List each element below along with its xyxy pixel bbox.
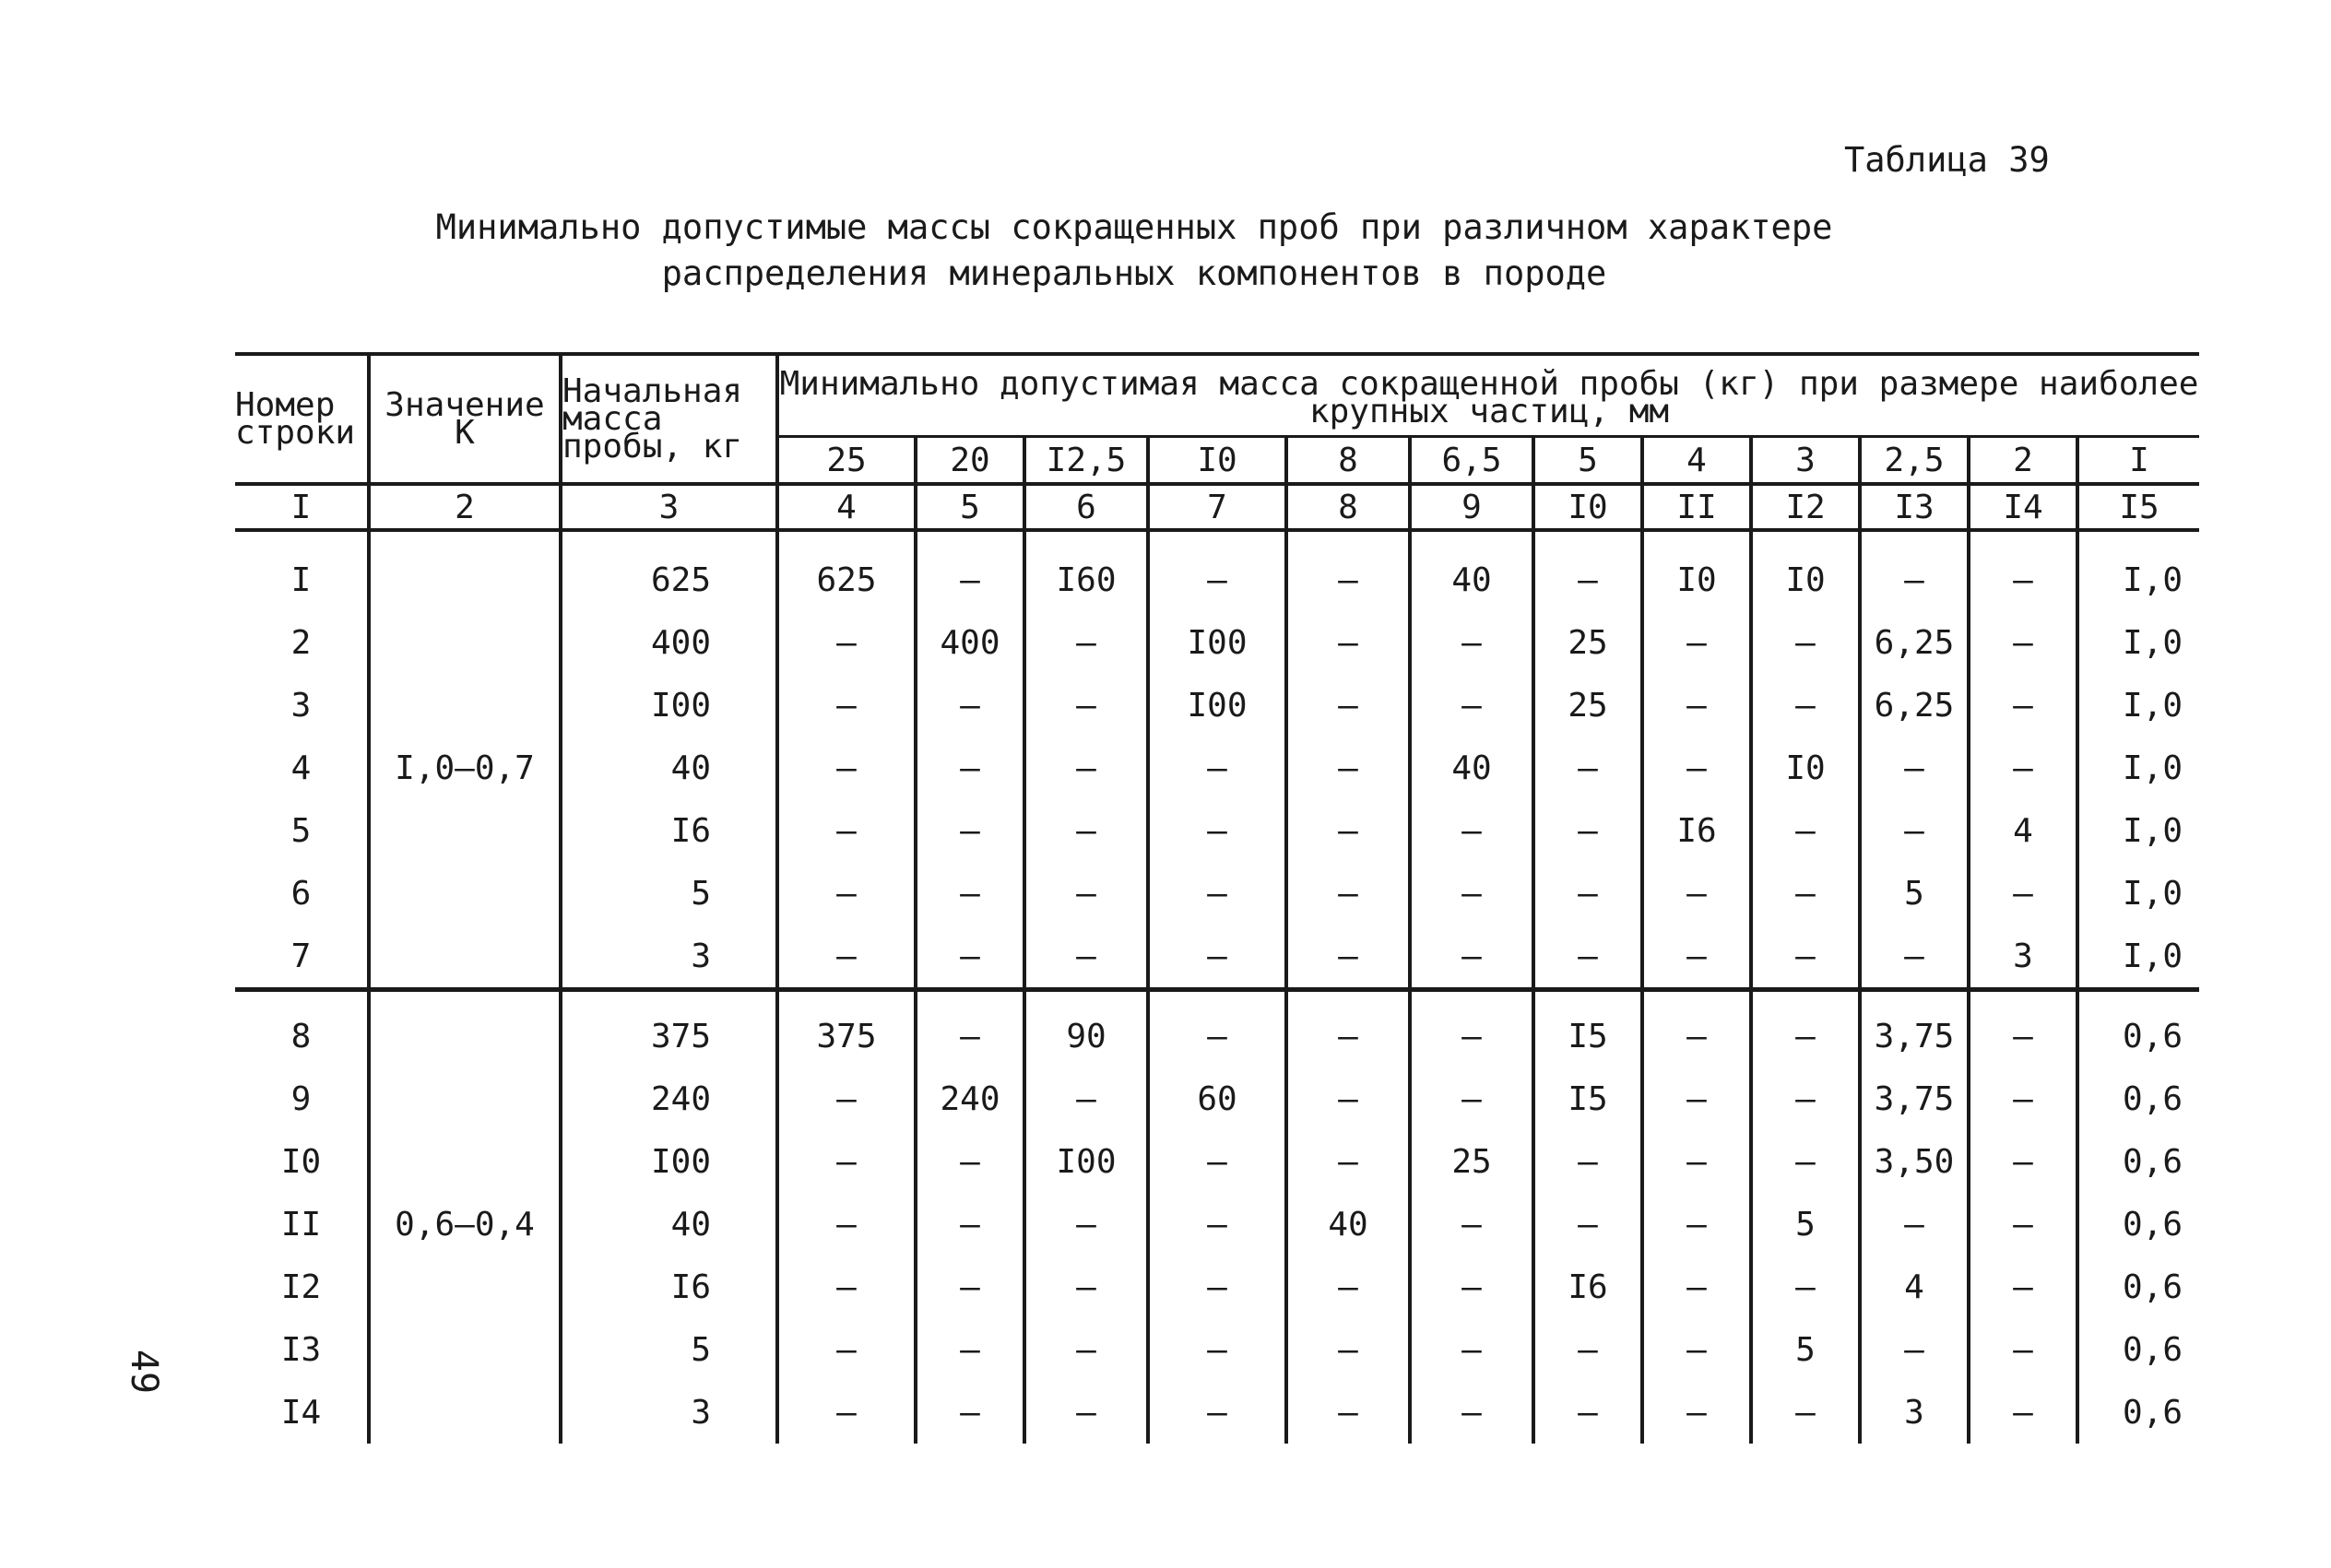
mass-value-cell: I5 [1533,990,1642,1068]
mass-value-cell: – [1860,925,1969,990]
header-size: 2 [1969,437,2077,485]
header-column-number: I4 [1969,484,2077,530]
mass-value-cell: – [1410,611,1533,674]
mass-value-cell: I6 [1533,1256,1642,1318]
mass-value-cell: 240 [916,1067,1024,1130]
header-size: 2,5 [1860,437,1969,485]
mass-value-cell: I5 [1533,1067,1642,1130]
mass-value-cell: – [1286,674,1410,737]
mass-value-cell: – [1024,925,1148,990]
mass-value-cell: 25 [1533,674,1642,737]
table-title [277,205,1992,297]
row-number: 9 [290,1079,312,1118]
header-column-number: 7 [1148,484,1286,530]
row-number: II [280,1205,322,1244]
mass-value-cell: – [1024,1067,1148,1130]
mass-value-cell: – [777,1381,916,1444]
mass-value-cell: – [1024,862,1148,925]
mass-value-cell: 6,25 [1860,674,1969,737]
mass-value-cell: – [1642,862,1751,925]
mass-value-cell: I0 [1751,737,1860,799]
mass-value-cell: – [1286,925,1410,990]
mass-value-cell: – [1751,1130,1860,1193]
mass-value-cell: – [1286,611,1410,674]
header-size: I2,5 [1024,437,1148,485]
mass-value-cell: – [1969,674,2077,737]
mass-value-cell: – [1642,1256,1751,1318]
mass-value-cell: 0,6 [2077,1381,2199,1444]
mass-value-cell: 40 [1286,1193,1410,1256]
mass-value-cell: – [1148,925,1286,990]
mass-value-cell: I,0 [2077,737,2199,799]
header-column-number: 3 [561,484,777,530]
mass-value-cell: 40 [1410,530,1533,611]
row-number: 7 [290,937,312,975]
mass-value-cell: 3,75 [1860,1067,1969,1130]
mass-value-cell: 0,6 [2077,1193,2199,1256]
mass-value-cell: – [1860,1193,1969,1256]
mass-value-cell: – [1410,1067,1533,1130]
mass-value-cell: – [1969,862,2077,925]
mass-value-cell: I0 [1642,530,1751,611]
header-size: 5 [1533,437,1642,485]
initial-mass-cell: 375 [561,990,777,1068]
initial-mass-cell: I6 [561,799,777,862]
mass-value-cell: – [916,674,1024,737]
mass-value-cell: – [1533,1193,1642,1256]
mass-value-cell: – [1148,799,1286,862]
mass-value-cell: – [1969,1067,2077,1130]
mass-value-cell: – [777,862,916,925]
mass-value-cell: I,0 [2077,862,2199,925]
mass-value-cell: – [1410,1381,1533,1444]
mass-value-cell: – [1410,674,1533,737]
mass-value-cell: – [1969,737,2077,799]
header-initial-mass: Начальная масса пробы, кг [561,354,777,484]
mass-value-cell: 0,6 [2077,990,2199,1068]
mass-value-cell: – [777,1067,916,1130]
table-row [235,530,2199,611]
mass-value-cell: – [1642,1130,1751,1193]
row-number: 6 [290,874,312,913]
initial-mass-cell: 40 [561,737,777,799]
mass-value-cell: – [1148,737,1286,799]
header-size: 4 [1642,437,1751,485]
mass-value-cell: – [1148,1381,1286,1444]
mass-value-cell: – [1024,674,1148,737]
mass-value-cell: – [1969,990,2077,1068]
initial-mass-cell: 5 [561,1318,777,1381]
row-number: 5 [290,811,312,850]
mass-value-cell: – [1286,737,1410,799]
mass-value-cell: – [1642,737,1751,799]
mass-value-cell: – [1410,1256,1533,1318]
title-line-1: Минимально допустимые массы сокращенных проб при различном характере [435,207,1833,247]
header-column-number: 5 [916,484,1024,530]
mass-value-cell: – [1969,1130,2077,1193]
mass-value-cell: – [1642,1193,1751,1256]
mass-value-cell: 0,6 [2077,1256,2199,1318]
mass-value-cell: I,0 [2077,799,2199,862]
k-value-cell: 0,6–0,4 [369,990,561,1444]
mass-value-cell: – [1860,530,1969,611]
mass-value-cell: – [777,1256,916,1318]
mass-value-cell: – [916,1193,1024,1256]
mass-value-cell: I,0 [2077,530,2199,611]
mass-value-cell: – [1024,1256,1148,1318]
mass-value-cell: – [777,1193,916,1256]
initial-mass-cell: 40 [561,1193,777,1256]
mass-value-cell: – [1642,674,1751,737]
mass-value-cell: – [1642,1381,1751,1444]
mass-value-cell: – [1860,737,1969,799]
mass-value-cell: – [777,1130,916,1193]
mass-value-cell: – [1751,611,1860,674]
mass-value-cell: – [1642,925,1751,990]
mass-value-cell: – [1533,530,1642,611]
mass-value-cell: – [1286,1381,1410,1444]
mass-value-cell: – [1969,1256,2077,1318]
mass-value-cell: – [1969,611,2077,674]
mass-value-cell: – [1533,1130,1642,1193]
mass-value-cell: – [1751,925,1860,990]
mass-value-cell: – [1751,862,1860,925]
initial-mass-cell: 625 [561,530,777,611]
row-number: I [290,560,312,599]
mass-value-cell: – [1969,1381,2077,1444]
row-number: 2 [290,623,312,662]
mass-value-cell: – [1533,799,1642,862]
mass-value-cell: – [1148,862,1286,925]
mass-value-cell: 400 [916,611,1024,674]
mass-value-cell: I,0 [2077,674,2199,737]
mass-value-cell: – [1860,799,1969,862]
mass-value-cell: – [777,799,916,862]
initial-mass-cell: 400 [561,611,777,674]
mass-value-cell: 375 [777,990,916,1068]
mass-value-cell: I6 [1642,799,1751,862]
table-row [235,990,2199,1068]
table-label: Таблица 39 [1844,140,2050,180]
mass-value-cell: – [1024,1318,1148,1381]
initial-mass-cell: I6 [561,1256,777,1318]
mass-value-cell: – [916,737,1024,799]
mass-value-cell: – [1533,925,1642,990]
header-column-number: 8 [1286,484,1410,530]
row-number: 3 [290,686,312,725]
header-row-number: Номер строки [235,354,369,484]
mass-value-cell: – [1410,1193,1533,1256]
mass-value-cell: – [1286,530,1410,611]
mass-value-cell: – [1148,1193,1286,1256]
mass-value-cell: – [777,611,916,674]
mass-value-cell: – [1286,799,1410,862]
mass-value-cell: I,0 [2077,925,2199,990]
mass-value-cell: – [1642,611,1751,674]
row-number: I3 [280,1330,322,1369]
mass-value-cell: 5 [1860,862,1969,925]
header-size: 3 [1751,437,1860,485]
mass-value-cell: – [1410,925,1533,990]
mass-value-cell: I0 [1751,530,1860,611]
header-column-number: 9 [1410,484,1533,530]
mass-value-cell: – [1148,1130,1286,1193]
mass-value-cell: 25 [1410,1130,1533,1193]
mass-value-cell: – [1024,1381,1148,1444]
mass-value-cell: – [1533,862,1642,925]
row-number: 4 [290,749,312,787]
header-column-number: I2 [1751,484,1860,530]
mass-value-cell: – [1533,737,1642,799]
mass-value-cell: – [916,990,1024,1068]
header-size: 20 [916,437,1024,485]
mass-value-cell: 60 [1148,1067,1286,1130]
mass-value-cell: – [777,925,916,990]
mass-value-cell: I00 [1148,674,1286,737]
mass-value-cell: – [1751,990,1860,1068]
header-column-number: 4 [777,484,916,530]
k-value-cell: I,0–0,7 [369,530,561,990]
mass-value-cell: 90 [1024,990,1148,1068]
mass-value-cell: – [916,862,1024,925]
mass-value-cell: I00 [1148,611,1286,674]
mass-value-cell: – [1642,1318,1751,1381]
mass-value-cell: – [916,1130,1024,1193]
mass-value-cell: 40 [1410,737,1533,799]
mass-value-cell: I00 [1024,1130,1148,1193]
mass-value-cell: – [1148,990,1286,1068]
mass-value-cell: – [1410,990,1533,1068]
mass-value-cell: – [1148,1256,1286,1318]
mass-value-cell: – [1024,737,1148,799]
mass-value-cell: 5 [1751,1193,1860,1256]
initial-mass-cell: 3 [561,925,777,990]
mass-value-cell: – [916,925,1024,990]
header-size: 25 [777,437,916,485]
mass-value-cell: – [1969,1193,2077,1256]
mass-value-cell: 5 [1751,1318,1860,1381]
initial-mass-cell: 3 [561,1381,777,1444]
mass-value-cell: – [1860,1318,1969,1381]
mass-value-cell: 0,6 [2077,1130,2199,1193]
mass-value-cell: – [1410,862,1533,925]
header-size: 6,5 [1410,437,1533,485]
mass-value-cell: – [1751,674,1860,737]
mass-value-cell: 6,25 [1860,611,1969,674]
initial-mass-cell: 240 [561,1067,777,1130]
header-size: 8 [1286,437,1410,485]
mass-value-cell: – [1751,1381,1860,1444]
mass-value-cell: – [1642,990,1751,1068]
header-k-value: Значение К [369,354,561,484]
mass-value-cell: – [777,674,916,737]
mass-value-cell: – [1410,1318,1533,1381]
header-column-number: I3 [1860,484,1969,530]
row-number: I4 [280,1393,322,1432]
mass-value-cell: – [916,530,1024,611]
mass-value-cell: – [1286,990,1410,1068]
mass-value-cell: – [1024,1193,1148,1256]
mass-value-cell: I60 [1024,530,1148,611]
initial-mass-cell: I00 [561,674,777,737]
mass-value-cell: – [1286,1130,1410,1193]
mass-value-cell: – [1642,1067,1751,1130]
header-column-number: 2 [369,484,561,530]
mass-value-cell: 0,6 [2077,1067,2199,1130]
mass-value-cell: – [1286,862,1410,925]
mass-value-cell: – [1751,799,1860,862]
mass-value-cell: 25 [1533,611,1642,674]
header-column-number: I0 [1533,484,1642,530]
mass-value-cell: 3 [1860,1381,1969,1444]
initial-mass-cell: I00 [561,1130,777,1193]
header-column-number: I [235,484,369,530]
mass-value-cell: – [777,737,916,799]
mass-value-cell: – [1286,1256,1410,1318]
mass-value-cell: – [916,799,1024,862]
mass-value-cell: 3,75 [1860,990,1969,1068]
header-column-number: I5 [2077,484,2199,530]
mass-value-cell: – [1024,611,1148,674]
mass-value-cell: – [1410,799,1533,862]
mass-value-cell: – [916,1318,1024,1381]
mass-value-cell: – [1533,1318,1642,1381]
mass-value-cell: 4 [1969,799,2077,862]
header-column-number: II [1642,484,1751,530]
table-body [235,530,2199,1444]
row-number: 8 [235,990,369,1068]
page-number: 49 [123,1349,166,1395]
header-column-numbers [235,484,2199,530]
row-number: I0 [280,1142,322,1181]
mass-value-cell: 4 [1860,1256,1969,1318]
row-number: I2 [280,1267,322,1306]
mass-value-cell: 0,6 [2077,1318,2199,1381]
mass-value-cell: – [1969,530,2077,611]
mass-value-cell: – [1969,1318,2077,1381]
mass-value-cell: – [1148,530,1286,611]
mass-value-cell: – [1286,1318,1410,1381]
mass-value-cell: – [916,1381,1024,1444]
mass-value-cell: – [916,1256,1024,1318]
mass-value-cell: 3 [1969,925,2077,990]
header-min-mass: Минимально допустимая масса сокращенной пробы (кг) при размере наиболее крупных частиц, мм [777,354,2199,437]
mass-value-cell: – [1533,1381,1642,1444]
header-size: I [2077,437,2199,485]
mass-value-cell: – [777,1318,916,1381]
mass-value-cell: – [1751,1067,1860,1130]
mass-value-cell: – [1024,799,1148,862]
mass-table [235,352,2199,1444]
header-size: I0 [1148,437,1286,485]
mass-value-cell: – [1148,1318,1286,1381]
mass-value-cell: I,0 [2077,611,2199,674]
title-line-2: распределения минеральных компонентов в породе [661,253,1607,293]
mass-value-cell: 625 [777,530,916,611]
header-column-number: 6 [1024,484,1148,530]
mass-value-cell: – [1286,1067,1410,1130]
initial-mass-cell: 5 [561,862,777,925]
mass-value-cell: – [1751,1256,1860,1318]
mass-value-cell: 3,50 [1860,1130,1969,1193]
